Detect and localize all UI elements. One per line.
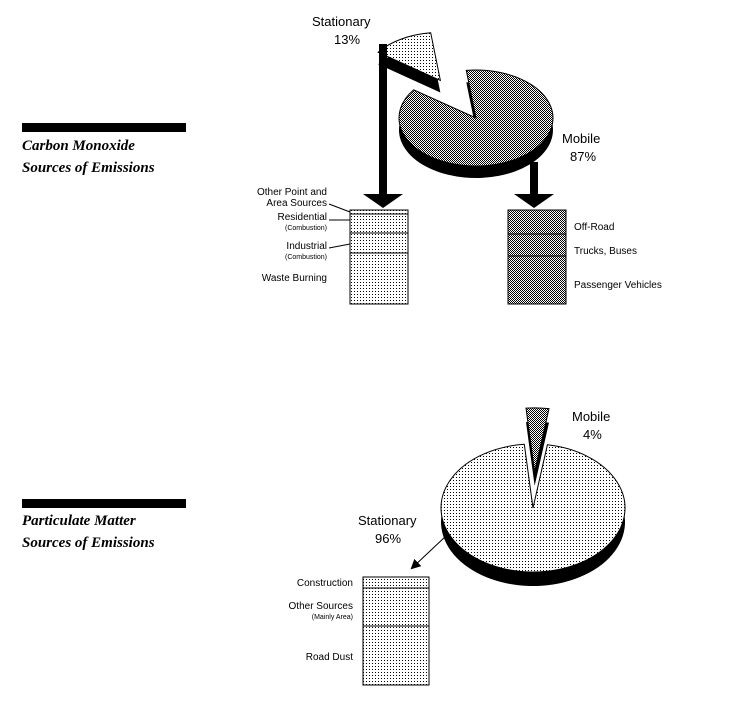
co-item-trucks: Trucks, Buses <box>574 246 637 257</box>
co-stationary-value: 13% <box>334 32 361 47</box>
pm-stationary-label: Stationary <box>358 513 417 528</box>
co-item-residential-sub: (Combustion) <box>284 225 327 232</box>
pm-stationary-value: 96% <box>375 531 402 546</box>
co-mobile-label: Mobile <box>562 131 601 146</box>
co-stationary-leaders <box>329 204 350 248</box>
pm-title-line1: Particulate Matter <box>22 513 136 529</box>
co-item-industrial-sub: (Combustion) <box>284 254 327 261</box>
co-stationary-breakdown-bar <box>350 210 408 304</box>
pm-item-other: Other Sources <box>288 601 353 612</box>
pm-item-construction: Construction <box>296 578 353 589</box>
pm-section <box>22 408 625 685</box>
pm-stationary-breakdown-bar <box>363 577 429 685</box>
co-pie <box>378 33 553 178</box>
co-stationary-label: Stationary <box>312 14 371 29</box>
pm-title-bar <box>22 499 186 508</box>
co-title-line1: Carbon Monoxide <box>22 138 135 154</box>
co-section <box>22 14 662 304</box>
co-mobile-slice <box>399 70 553 166</box>
co-item-industrial: Industrial <box>286 241 327 252</box>
co-item-waste: Waste Burning <box>261 273 327 284</box>
co-title-line2: Sources of Emissions <box>22 160 155 176</box>
co-item-other-line2: Area Sources <box>266 198 327 209</box>
co-item-residential: Residential <box>277 212 327 223</box>
pm-title-line2: Sources of Emissions <box>22 535 155 551</box>
pm-stationary-arrow <box>412 536 446 568</box>
pm-mobile-value: 4% <box>583 427 602 442</box>
pm-item-other-sub: (Mainly Area) <box>311 614 353 621</box>
co-title-bar <box>22 123 186 132</box>
co-item-passenger: Passenger Vehicles <box>574 280 662 291</box>
pm-mobile-label: Mobile <box>572 409 611 424</box>
co-item-offroad: Off-Road <box>574 222 615 233</box>
co-mobile-breakdown-bar <box>508 210 566 304</box>
co-mobile-value: 87% <box>570 149 597 164</box>
co-item-other-line1: Other Point and <box>256 187 327 198</box>
pm-item-road-dust: Road Dust <box>305 652 353 663</box>
